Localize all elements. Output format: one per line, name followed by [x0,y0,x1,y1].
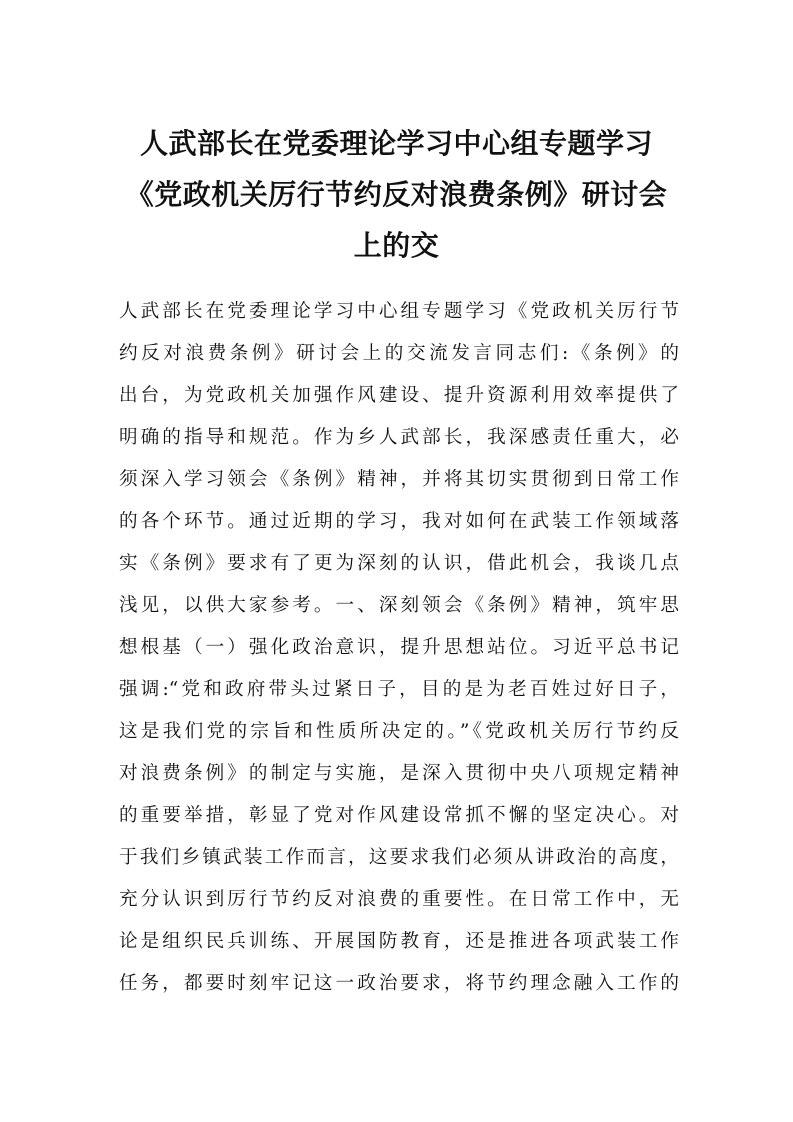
body-line-8: 浅见，以供大家参考。一、深刻领会《条例》精神，筑牢思 [119,595,679,616]
body-line-17: 任务，都要时刻牢记这一政治要求，将节约理念融入工作的 [119,973,679,994]
body-line-5: 须深入学习领会《条例》精神，并将其切实贯彻到日常工作 [119,469,679,490]
document-title-line-1: 人武部长在党委理论学习中心组专题学习 [139,127,653,160]
body-line-12: 对浪费条例》的制定与实施，是深入贯彻中央八项规定精神 [119,763,679,784]
body-line-11: 这是我们党的宗旨和性质所决定的。”《党政机关厉行节约反 [119,721,679,742]
body-line-14: 于我们乡镇武装工作而言，这要求我们必须从讲政治的高度， [119,847,679,868]
body-line-4: 明确的指导和规范。作为乡人武部长，我深感责任重大，必 [119,427,679,448]
body-line-16: 论是组织民兵训练、开展国防教育，还是推进各项武装工作 [119,931,679,952]
body-line-3: 出台，为党政机关加强作风建设、提升资源利用效率提供了 [119,385,679,406]
body-line-1: 人武部长在党委理论学习中心组专题学习《党政机关厉行节 [119,301,679,322]
document-title-line-3: 上的交 [353,229,440,262]
document-title-line-2: 《党政机关厉行节约反对浪费条例》研讨会 [125,178,668,211]
body-line-7: 实《条例》要求有了更为深刻的认识，借此机会，我谈几点 [119,553,679,574]
body-line-2: 约反对浪费条例》研讨会上的交流发言同志们:《条例》的 [119,343,679,364]
body-line-10: 强调:“党和政府带头过紧日子，目的是为老百姓过好日子， [119,679,679,700]
body-line-6: 的各个环节。通过近期的学习，我对如何在武装工作领域落 [119,511,679,532]
body-line-13: 的重要举措，彰显了党对作风建设常抓不懈的坚定决心。对 [119,805,679,826]
body-line-9: 想根基（一）强化政治意识，提升思想站位。习近平总书记 [119,637,679,658]
body-line-15: 充分认识到厉行节约反对浪费的重要性。在日常工作中，无 [119,889,679,910]
